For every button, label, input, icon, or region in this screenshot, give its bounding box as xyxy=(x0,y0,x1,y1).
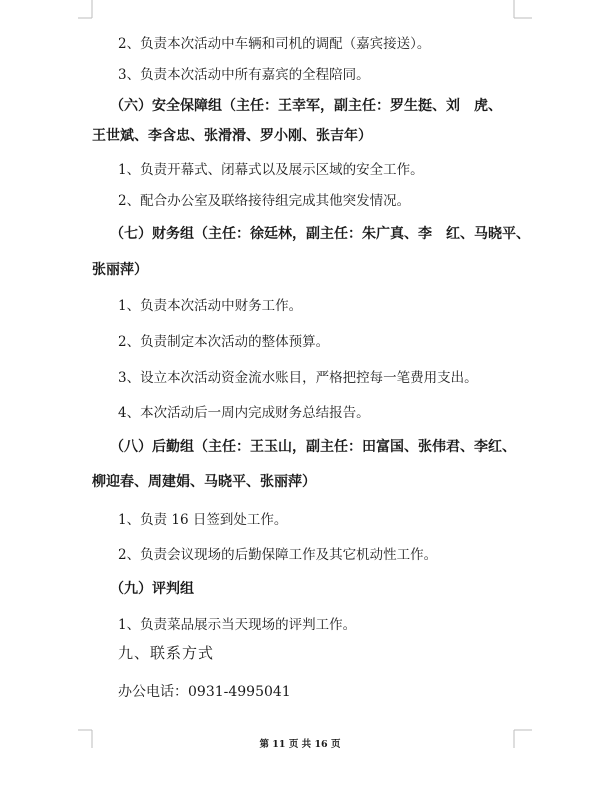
group-8-item-2: 2、负责会议现场的后勤保障工作及其它机动性工作。 xyxy=(118,547,438,563)
group-8-heading-line2: 柳迎春、周建娟、马晓平、张丽萍） xyxy=(92,474,316,490)
group-6-heading-line2: 王世斌、李含忠、张滑滑、罗小刚、张吉年） xyxy=(92,128,372,144)
corner-mark-top-right xyxy=(508,0,532,22)
group-7-heading-line2: 张丽萍） xyxy=(92,262,148,278)
page-footer: 第 11 页 共 16 页 xyxy=(259,739,341,750)
office-phone: 办公电话：0931-4995041 xyxy=(118,684,291,700)
group-9-item-1: 1、负责菜品展示当天现场的评判工作。 xyxy=(118,617,357,633)
group-7-item-3: 3、设立本次活动资金流水账目，严格把控每一笔费用支出。 xyxy=(118,370,478,386)
group-7-heading-line1: （七）财务组（主任：徐廷林，副主任：朱广真、李 红、马晓平、 xyxy=(110,226,530,242)
group-6-item-2: 2、配合办公室及联络接待组完成其他突发情况。 xyxy=(118,193,411,209)
group-9-heading: （九）评判组 xyxy=(110,581,194,597)
group-7-item-2: 2、负责制定本次活动的整体预算。 xyxy=(118,334,330,350)
group-8-item-1: 1、负责 16 日签到处工作。 xyxy=(118,512,288,528)
corner-mark-top-left xyxy=(78,0,98,22)
group-6-item-1: 1、负责开幕式、闭幕式以及展示区域的安全工作。 xyxy=(118,162,424,178)
group-7-item-4: 4、本次活动后一周内完成财务总结报告。 xyxy=(118,405,370,421)
item-a2: 2、负责本次活动中车辆和司机的调配（嘉宾接送）。 xyxy=(118,36,431,52)
item-a3: 3、负责本次活动中所有嘉宾的全程陪同。 xyxy=(118,67,370,83)
group-7-item-1: 1、负责本次活动中财务工作。 xyxy=(118,298,303,314)
group-6-heading-line1: （六）安全保障组（主任：王幸军，副主任：罗生挺、刘 虎、 xyxy=(110,98,502,114)
section-9-title: 九、联系方式 xyxy=(118,644,215,662)
group-8-heading-line1: （八）后勤组（主任：王玉山，副主任：田富国、张伟君、李红、 xyxy=(110,439,516,455)
